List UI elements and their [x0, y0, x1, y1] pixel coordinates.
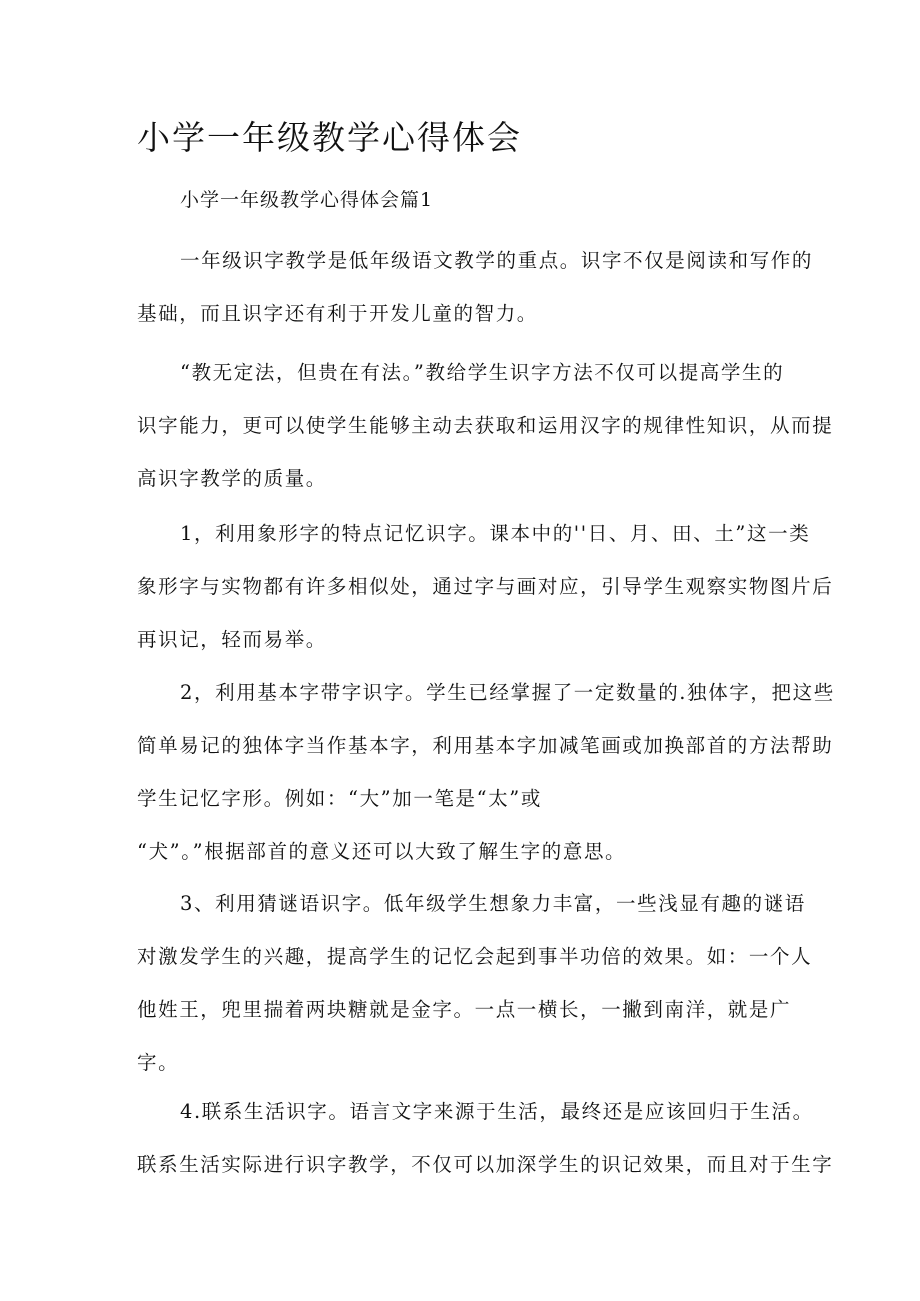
paragraph-line: 字。 — [137, 1051, 180, 1074]
paragraph-2 — [137, 346, 834, 505]
paragraph-line: 基础，而且识字还有利于开发儿童的智力。 — [137, 302, 538, 325]
paragraph-line: 识字能力，更可以使学生能够主动去获取和运用汉字的规律性知识，从而提 — [137, 414, 834, 437]
paragraph-line: 象形字与实物都有许多相似处，通过字与画对应，引导学生观察实物图片后 — [137, 575, 834, 598]
paragraph-5 — [137, 877, 813, 1089]
paragraph-line: “犬”。”根据部首的意义还可以大致了解生字的意思。 — [137, 840, 627, 863]
section-subtitle: 小学一年级教学心得体会篇1 — [180, 189, 434, 211]
paragraph-line: 4.联系生活识字。语言文字来源于生活，最终还是应该回归于生活。 — [180, 1100, 814, 1123]
paragraph-line: 联系生活实际进行识字教学，不仅可以加深学生的识记效果，而且对于生字 — [137, 1153, 834, 1176]
paragraph-line: 高识字教学的质量。 — [137, 467, 327, 490]
paragraph-6 — [137, 1085, 834, 1191]
paragraph-line: 再识记，轻而易举。 — [137, 628, 327, 651]
paragraph-line: 学生记忆字形。例如：“大”加一笔是“太”或 — [137, 787, 542, 810]
paragraph-line: 简单易记的独体字当作基本字，利用基本字加减笔画或加换部首的方法帮助 — [137, 734, 834, 757]
paragraph-line: 2，利用基本字带字识字。学生已经掌握了一定数量的.独体字，把这些 — [180, 681, 835, 704]
paragraph-line: 1，利用象形字的特点记忆识字。课本中的''日、月、田、土”这一类 — [180, 522, 811, 545]
paragraph-line: 一年级识字教学是低年级语文教学的重点。识字不仅是阅读和写作的 — [180, 249, 814, 272]
paragraph-3 — [137, 507, 834, 666]
document-title: 小学一年级教学心得体会 — [137, 118, 522, 157]
paragraph-line: “教无定法，但贵在有法。”教给学生识字方法不仅可以提高学生的 — [180, 361, 785, 384]
paragraph-line: 3、利用猜谜语识字。低年级学生想象力丰富，一些浅显有趣的谜语 — [180, 892, 806, 915]
paragraph-line: 他姓王，兜里揣着两块糖就是金字。一点一横长，一撇到南洋，就是广 — [137, 998, 792, 1021]
paragraph-4 — [137, 666, 835, 878]
paragraph-1 — [137, 234, 814, 340]
paragraph-line: 对激发学生的兴趣，提高学生的记忆会起到事半功倍的效果。如：一个人 — [137, 945, 813, 968]
